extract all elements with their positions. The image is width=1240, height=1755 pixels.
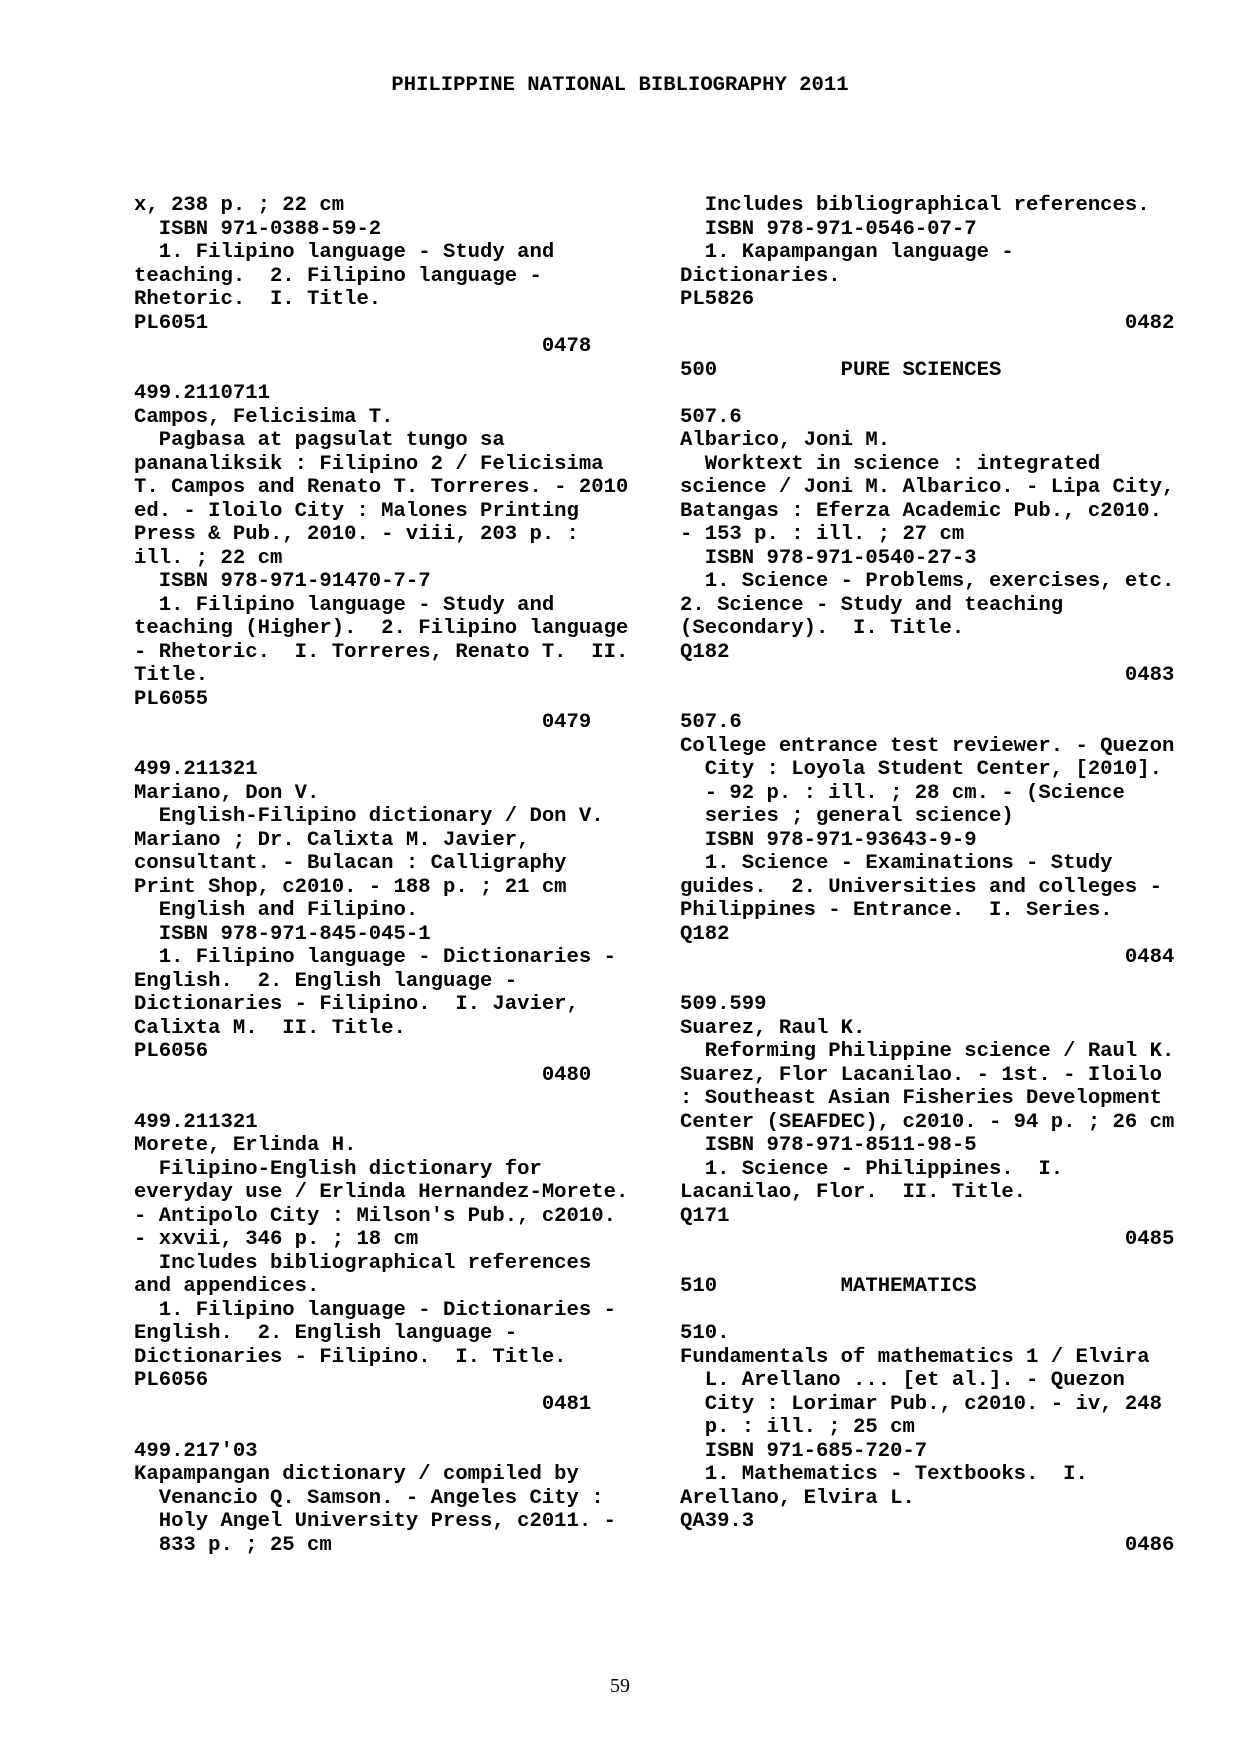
bibliography-line: Worktext in science : integrated [680,452,1101,476]
bibliography-line: - Antipolo City : Milson's Pub., c2010. [134,1204,616,1228]
blank-line [680,688,1174,712]
bibliography-line: 0484 [680,946,1175,969]
bibliography-line: 0479 [134,711,592,734]
bibliography-line: Holy Angel University Press, c2011. - [134,1510,616,1533]
blank-line [680,970,1174,994]
bibliography-line: 510 MATHEMATICS [680,1275,977,1298]
page-header: PHILIPPINE NATIONAL BIBLIOGRAPHY 2011 [391,74,849,97]
bibliography-line: 507.6 [680,711,742,734]
bibliography-line: ISBN 978-971-0540-27-3 [680,546,977,570]
bibliography-line: Center (SEAFDEC), c2010. - 94 p. ; 26 cm [680,1110,1175,1134]
bibliography-line: 499.211321 [134,1110,258,1134]
bibliography-line: PL6051 [134,311,209,335]
bibliography-line: Press & Pub., 2010. - viii, 203 p. : [134,523,579,546]
bibliography-line: ISBN 978-971-8511-98-5 [680,1134,977,1157]
bibliography-line: Rhetoric. I. Title. [134,288,382,311]
bibliography-line: pananaliksik : Filipino 2 / Felicisima [134,452,604,476]
bibliography-line: English-Filipino dictionary / Don V. [134,805,604,828]
bibliography-line: Dictionaries. [680,264,841,288]
bibliography-line: teaching. 2. Filipino language - [134,264,542,288]
bibliography-line: ISBN 978-971-0546-07-7 [680,217,977,241]
bibliography-line: Campos, Felicisima T. [134,405,394,429]
bibliography-line: 500 PURE SCIENCES [680,358,1002,382]
bibliography-line: 0478 [134,335,592,358]
bibliography-line: Pagbasa at pagsulat tungo sa [134,429,505,452]
bibliography-line: Q182 [680,640,730,664]
blank-line [680,1252,1174,1276]
blank-line [134,359,628,383]
blank-line [680,382,1174,406]
bibliography-line: 499.217'03 [134,1439,258,1463]
bibliography-line: QA39.3 [680,1510,755,1533]
bibliography-line: Suarez, Raul K. [680,1016,866,1040]
bibliography-line: 1. Mathematics - Textbooks. I. [680,1463,1088,1486]
bibliography-line: PL5826 [680,288,755,311]
bibliography-line: College entrance test reviewer. - Quezon [680,734,1175,758]
blank-line [134,1416,628,1440]
bibliography-line: Kapampangan dictionary / compiled by [134,1463,579,1486]
bibliography-line: ISBN 971-685-720-7 [680,1439,928,1463]
bibliography-line: 1. Filipino language - Dictionaries - [134,1298,616,1322]
bibliography-line: 0485 [680,1228,1175,1251]
bibliography-line: 507.6 [680,405,742,429]
bibliography-line: ISBN 978-971-91470-7-7 [134,570,431,593]
bibliography-line: x, 238 p. ; 22 cm [134,194,345,217]
bibliography-line: Dictionaries - Filipino. I. Title. [134,1345,567,1369]
bibliography-line: Reforming Philippine science / Raul K. [680,1040,1175,1063]
bibliography-line: L. Arellano ... [et al.]. - Quezon [680,1369,1125,1392]
bibliography-line: - Rhetoric. I. Torreres, Renato T. II. [134,640,629,664]
bibliography-line: 1. Filipino language - Dictionaries - [134,946,616,969]
bibliography-line: 0482 [680,311,1175,335]
bibliography-line: 1. Science - Philippines. I. [680,1157,1064,1181]
bibliography-line: Mariano ; Dr. Calixta M. Javier, [134,828,530,852]
bibliography-line: 0483 [680,664,1175,687]
bibliography-line: PL6056 [134,1369,209,1392]
bibliography-line: Philippines - Entrance. I. Series. [680,899,1113,922]
bibliography-line: 2. Science - Study and teaching [680,593,1064,617]
bibliography-line: Print Shop, c2010. - 188 p. ; 21 cm [134,875,567,899]
bibliography-line: Morete, Erlinda H. [134,1134,357,1157]
bibliography-line: English. 2. English language - [134,1322,518,1345]
bibliography-line: PL6056 [134,1040,209,1063]
left-column [134,194,628,1557]
bibliography-line: Dictionaries - Filipino. I. Javier, [134,993,579,1016]
right-column [680,194,1174,1557]
bibliography-line: 1. Science - Examinations - Study [680,852,1113,875]
bibliography-line: - 92 p. : ill. ; 28 cm. - (Science [680,781,1125,805]
bibliography-line: consultant. - Bulacan : Calligraphy [134,852,567,875]
bibliography-line: ed. - Iloilo City : Malones Printing [134,499,579,523]
bibliography-line: 1. Filipino language - Study and [134,241,555,264]
bibliography-line: T. Campos and Renato T. Torreres. - 2010 [134,476,629,499]
bibliography-line: Suarez, Flor Lacanilao. - 1st. - Iloilo [680,1063,1162,1087]
page-number: 59 [610,1675,630,1697]
bibliography-line: 0481 [134,1392,592,1416]
blank-line [680,335,1174,359]
bibliography-line: Includes bibliographical references. [680,194,1150,217]
bibliography-line: PL6055 [134,687,209,711]
bibliography-line: Venancio Q. Samson. - Angeles City : [134,1486,604,1510]
bibliography-line: 1. Filipino language - Study and [134,593,555,617]
bibliography-line: 510. [680,1322,730,1345]
bibliography-line: ill. ; 22 cm [134,546,283,570]
bibliography-line: Mariano, Don V. [134,781,320,805]
bibliography-line: ISBN 978-971-93643-9-9 [680,828,977,852]
bibliography-line: ISBN 978-971-845-045-1 [134,922,431,946]
bibliography-line: City : Loyola Student Center, [2010]. [680,758,1162,781]
bibliography-line: guides. 2. Universities and colleges - [680,875,1162,899]
bibliography-line: p. : ill. ; 25 cm [680,1416,915,1439]
bibliography-line: Fundamentals of mathematics 1 / Elvira [680,1345,1150,1369]
bibliography-line: Title. [134,664,209,687]
bibliography-line: teaching (Higher). 2. Filipino language [134,617,629,640]
bibliography-line: 1. Science - Problems, exercises, etc. [680,570,1175,593]
bibliography-line: Calixta M. II. Title. [134,1016,406,1040]
bibliography-line: series ; general science) [680,805,1014,828]
bibliography-line: - 153 p. : ill. ; 27 cm [680,523,965,546]
blank-line [134,735,628,759]
bibliography-line: 1. Kapampangan language - [680,241,1014,264]
bibliography-line: Arellano, Elvira L. [680,1486,915,1510]
bibliography-line: 0480 [134,1063,592,1087]
bibliography-line: Filipino-English dictionary for [134,1157,542,1181]
blank-line [134,1087,628,1111]
bibliography-line: ISBN 971-0388-59-2 [134,217,382,241]
bibliography-line: : Southeast Asian Fisheries Development [680,1087,1162,1110]
bibliography-line: everyday use / Erlinda Hernandez-Morete. [134,1181,629,1204]
bibliography-line: Albarico, Joni M. [680,429,891,452]
bibliography-line: English. 2. English language - [134,969,518,993]
bibliography-line: science / Joni M. Albarico. - Lipa City, [680,476,1175,499]
bibliography-line: Batangas : Eferza Academic Pub., c2010. [680,499,1162,523]
bibliography-line: Includes bibliographical references [134,1251,592,1275]
bibliography-line: 499.211321 [134,758,258,781]
bibliography-line: 833 p. ; 25 cm [134,1533,332,1557]
bibliography-line: (Secondary). I. Title. [680,617,965,640]
bibliography-line: Q182 [680,922,730,946]
bibliography-line: 509.599 [680,993,767,1016]
bibliography-line: and appendices. [134,1275,320,1298]
bibliography-line: City : Lorimar Pub., c2010. - iv, 248 [680,1392,1162,1416]
bibliography-line: Q171 [680,1204,730,1228]
bibliography-line: 0486 [680,1533,1175,1557]
bibliography-line: Lacanilao, Flor. II. Title. [680,1181,1027,1204]
bibliography-line: 499.2110711 [134,382,270,405]
blank-line [680,1299,1174,1323]
bibliography-line: - xxvii, 346 p. ; 18 cm [134,1228,419,1251]
bibliography-line: English and Filipino. [134,899,419,922]
